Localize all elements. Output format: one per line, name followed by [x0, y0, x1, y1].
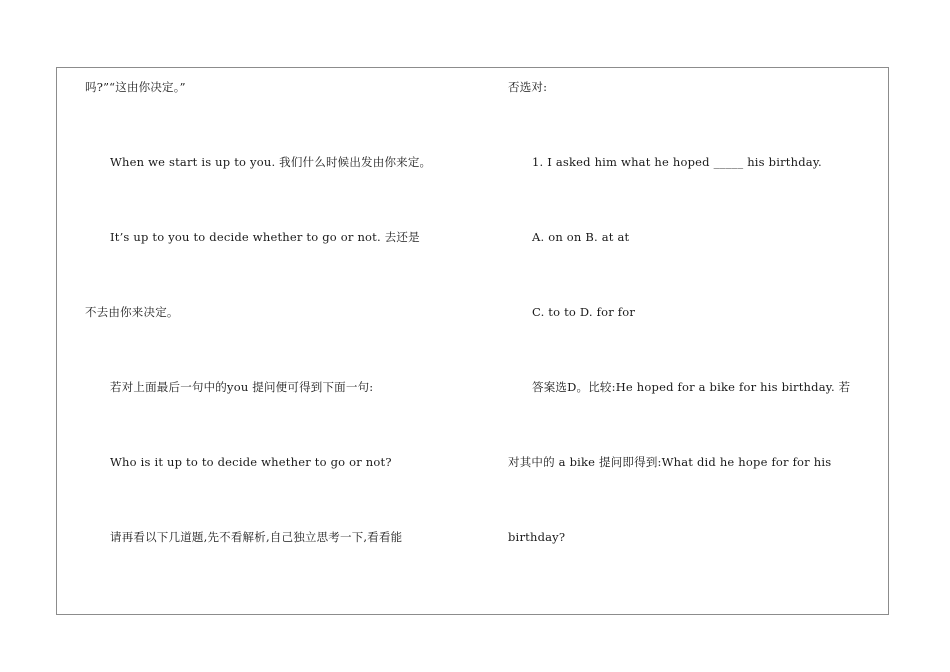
right-line-1: 否选对: [508, 80, 548, 94]
left-line-2: When we start is up to you. 我们什么时候出发由你来定。 [110, 155, 432, 169]
left-line-4: 不去由你来决定。 [85, 305, 179, 319]
right-line-2: 1. I asked him what he hoped _____ his birthday. [532, 155, 822, 169]
right-line-7: birthday? [508, 530, 566, 544]
left-line-5: 若对上面最后一句中的you 提问便可得到下面一句: [110, 380, 374, 394]
right-line-5: 答案选D。比较:He hoped for a bike for his birthday. 若 [532, 380, 851, 394]
left-line-3: It’s up to you to decide whether to go or not. 去还是 [110, 230, 420, 244]
left-line-7: 请再看以下几道题,先不看解析,自己独立思考一下,看看能 [110, 530, 403, 544]
right-line-3: A. on on B. at at [532, 230, 630, 244]
right-line-6: 对其中的 a bike 提问即得到:What did he hope for for his [508, 455, 832, 469]
right-line-4: C. to to D. for for [532, 305, 636, 319]
left-line-1: 吗?”“这由你决定。” [85, 80, 186, 94]
left-line-6: Who is it up to to decide whether to go or not? [110, 455, 392, 469]
